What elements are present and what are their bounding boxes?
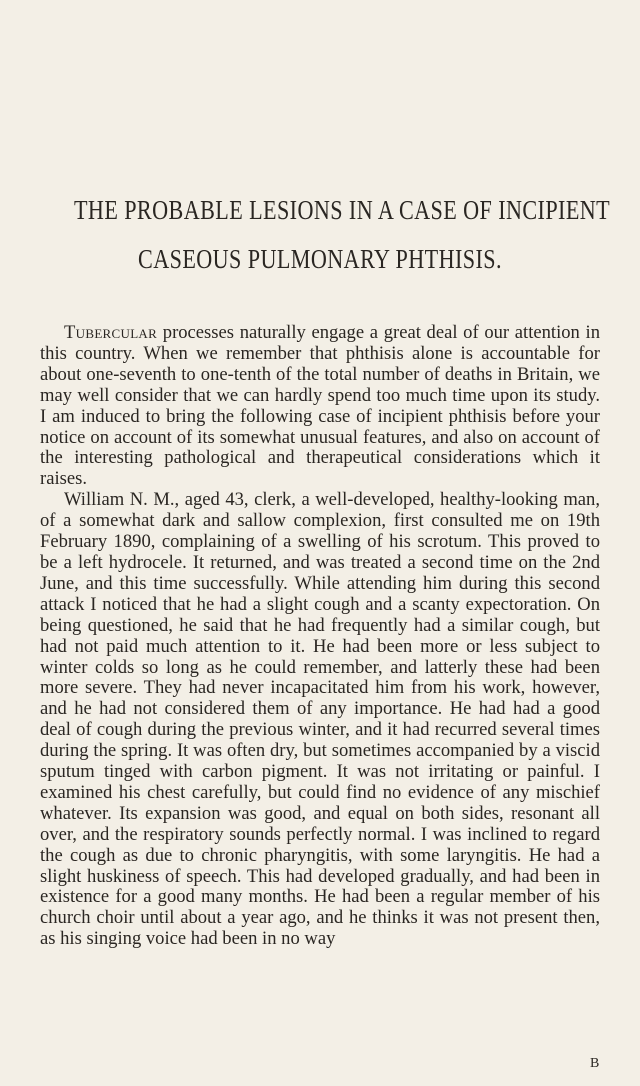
body-text	[40, 323, 600, 950]
page-title-line-2: CASEOUS PULMONARY PHTHISIS.	[138, 244, 502, 274]
paragraph-1	[40, 323, 600, 490]
paragraph-1-text: processes naturally engage a great deal of our attention in this country. When we remember that phthisis alone is accountable for about one-seventh to one-tenth of the total number of deaths in Britain, we may well consider that we can hardly spend too much time upon its study. I am induced to bring the following case of incipient phthisis before your notice on account of its somewhat unusual features, and also on account of the interesting pathological and therapeutical considerations which it raises.	[40, 322, 600, 490]
paragraph-1-lead-word: Tubercular	[64, 322, 158, 343]
signature-mark: B	[590, 1056, 600, 1071]
paragraph-2: William N. M., aged 43, clerk, a well-developed, healthy-looking man, of a somewhat dark and sallow complexion, first consulted me on 19th February 1890, complaining of a swelling of his scrotum. This proved to be a left hydrocele. It returned, and was treated a second time on the 2nd June, and this time successfully. While attending him during this second attack I noticed that he had a slight cough and a scanty expectoration. On being questioned, he said that he had frequently had a similar cough, but had not paid much attention to it. He had been more or less subject to winter colds so long as he could remember, and latterly these had been more severe. They had never incapacitated him from his work, however, and he had not considered them of any importance. He had had a good deal of cough during the previous winter, and it had recurred several times during the spring. It was often dry, but sometimes accompanied by a viscid sputum tinged with carbon pigment. It was not irritating or painful. I examined his chest carefully, but could find no evidence of any mischief whatever. Its expansion was good, and equal on both sides, resonant all over, and the respiratory sounds perfectly normal. I was inclined to regard the cough as due to chronic pharyngitis, with some laryngitis. He had a slight huskiness of speech. This had developed gradually, and had been in existence for a good many months. He had been a regular member of his church choir until about a year ago, and he thinks it was not present then, as his singing voice had been in no way	[40, 489, 600, 950]
page-title-line-1: THE PROBABLE LESIONS IN A CASE OF INCIPIENT	[74, 195, 611, 225]
